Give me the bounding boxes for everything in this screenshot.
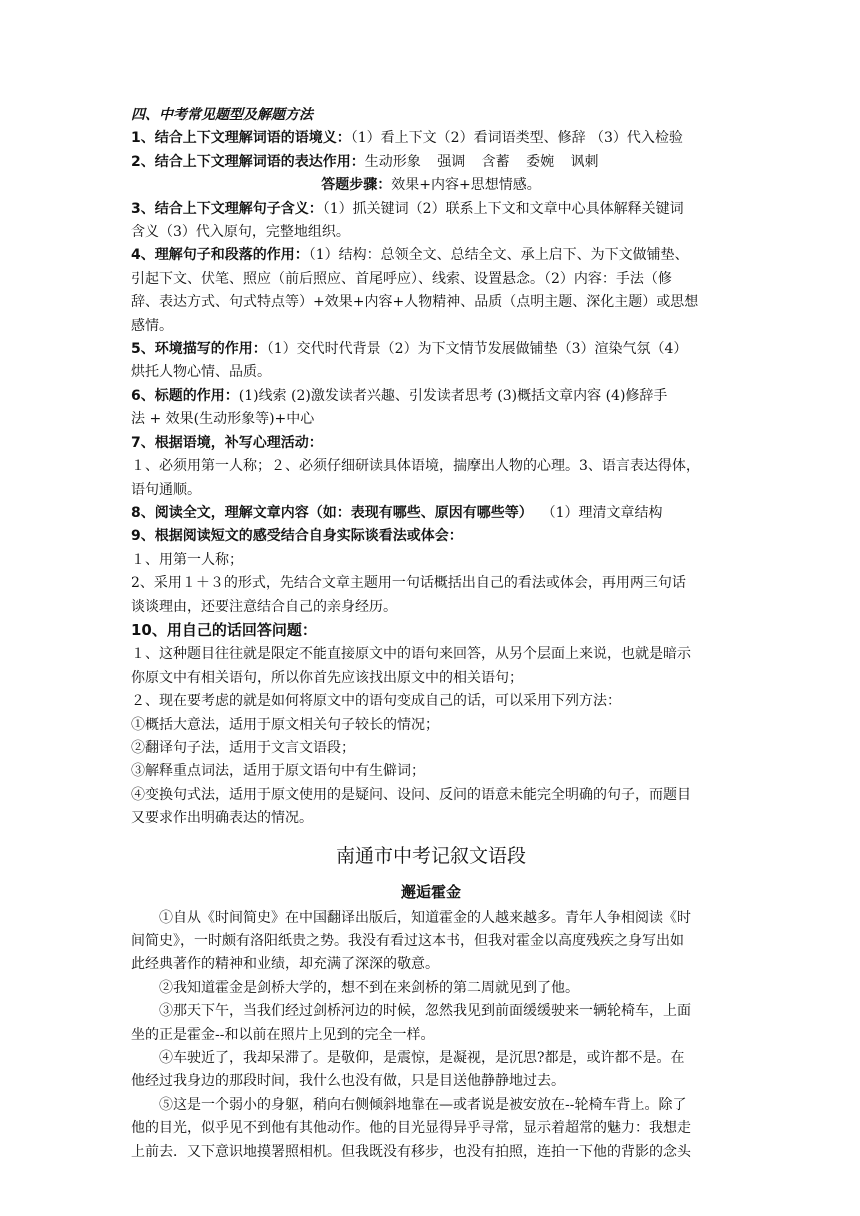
text-line: ③解释重点词法，适用于原文语句中有生僻词； — [131, 763, 425, 780]
text-line: 又要求作出明确表达的情况。 — [131, 810, 313, 827]
paragraph-line: ⑤这是一个弱小的身躯，稍向右侧倾斜地靠在—或者说是被安放在--轮椅车背上。除了 — [159, 1096, 687, 1113]
text-line: １、用第一人称； — [131, 551, 243, 568]
article-heading: 南通市中考记叙文语段 — [335, 844, 526, 867]
question-type-1 — [131, 127, 731, 150]
paragraph-line: 他经过我身边的那段时间，我什么也没有做，只是目送他静静地过去。 — [131, 1073, 565, 1090]
answer-steps-label: 答题步骤： — [321, 177, 392, 194]
question-type-text: （1）看上下文（2）看词语类型、修辞 （3）代入检验 — [350, 130, 683, 147]
paragraph-line: 他的目光，似乎见不到他有其他动作。他的目光显得异乎寻常，显示着超常的魅力：我想走 — [131, 1120, 691, 1137]
text-line: 感情。 — [131, 317, 173, 334]
article-title: 邂逅霍金 — [400, 882, 461, 901]
question-type-heading: 8、阅读全文，理解文章内容（如：表现有哪些、原因有哪些等） — [131, 504, 533, 521]
question-type-heading: 3、结合上下文理解句子含义： — [131, 200, 323, 217]
paragraph-line: ④车驶近了，我却呆滞了。是敬仰，是震惊，是凝视，是沉思?都是，或许都不是。在 — [159, 1050, 685, 1067]
paragraph-line: 此经典著作的精神和业绩，却充满了深深的敬意。 — [131, 956, 439, 973]
document-page — [131, 104, 731, 1164]
text-line: ２、现在要考虑的就是如何将原文中的语句变成自己的话，可以采用下列方法： — [131, 693, 621, 710]
text-line: 2、采用１＋３的形式，先结合文章主题用一句话概括出自己的看法或体会，再用两三句话 — [131, 575, 686, 592]
question-type-heading: 9、根据阅读短文的感受结合自身实际谈看法或体会： — [131, 528, 463, 545]
text-line: 语句通顺。 — [131, 481, 201, 498]
question-type-2 — [131, 151, 731, 174]
text-line: １、必须用第一人称；２、必须仔细研读具体语境，揣摩出人物的心理。3、语言表达得体， — [131, 458, 700, 475]
text-line: 辞、表达方式、句式特点等）+效果+内容+人物精神、品质（点明主题、深化主题）或思想 — [131, 294, 699, 311]
question-type-heading: 2、结合上下文理解词语的表达作用： — [131, 153, 365, 170]
question-type-heading: 5、环境描写的作用： — [131, 341, 267, 358]
text-line: 法 + 效果(生动形象等)+中心 — [131, 411, 315, 428]
question-type-text: （1）抓关键词（2）联系上下文和文章中心具体解释关键词 — [322, 200, 684, 217]
paragraph-line: ②我知道霍金是剑桥大学的，想不到在来剑桥的第二周就见到了他。 — [159, 979, 579, 996]
question-type-text: （1）理清文章结构 — [532, 504, 663, 521]
text-line: 谈谈理由，还要注意结合自己的亲身经历。 — [131, 598, 397, 615]
question-type-4 — [131, 244, 731, 267]
question-type-text: (1)线索 (2)激发读者兴趣、引发读者思考 (3)概括文章内容 (4)修辞手 — [238, 387, 668, 404]
answer-steps — [131, 174, 731, 197]
question-type-10 — [131, 619, 731, 643]
paragraph-line: 上前去．又下意识地摸署照相机。但我既没有移步，也没有拍照，连拍一下他的背影的念头 — [131, 1143, 691, 1160]
text-line: ④变换句式法，适用于原文使用的是疑问、设问、反问的语意未能完全明确的句子，而题目 — [131, 786, 691, 803]
paragraph-line: 间简史》，一时颇有洛阳纸贵之势。我没有看过这本书，但我对霍金以高度残疾之身写出如 — [131, 933, 684, 949]
text-line: 烘托人物心情、品质。 — [131, 364, 271, 381]
section-title: 四、中考常见题型及解题方法 — [131, 107, 313, 123]
paragraph-line: ①自从《时间简史》在中国翻译出版后，知道霍金的人越来越多。青年人争相阅读《时 — [159, 909, 691, 926]
text-line: １、这种题目往往就是限定不能直接原文中的语句来回答，从另个层面上来说，也就是暗示 — [131, 646, 691, 663]
text-line: 引起下文、伏笔、照应（前后照应、首尾呼应）、线索、设置悬念。（2）内容：手法（修 — [131, 270, 672, 287]
paragraph-line: 坐的正是霍金--和以前在照片上见到的完全一样。 — [131, 1026, 435, 1043]
question-type-heading: 1、结合上下文理解词语的语境义： — [131, 130, 351, 147]
text-line: ②翻译句子法，适用于文言文语段； — [131, 739, 355, 756]
question-type-7 — [131, 432, 731, 455]
text-line: ①概括大意法，适用于原文相关句子较长的情况； — [131, 716, 439, 733]
paragraph-line: ③那天下午，当我们经过剑桥河边的时候，忽然我见到前面缓缓驶来一辆轮椅车，上面 — [159, 1003, 691, 1020]
question-type-8 — [131, 502, 731, 525]
question-type-heading: 7、根据语境，补写心理活动： — [131, 434, 323, 451]
answer-steps-text: 效果+内容+思想情感。 — [391, 177, 541, 194]
question-type-5 — [131, 338, 731, 361]
question-type-text: （1）结构：总领全文、总结全文、承上启下、为下文做铺垫、 — [308, 247, 689, 264]
question-type-heading: 6、标题的作用： — [131, 387, 239, 404]
question-type-heading: 4、理解句子和段落的作用： — [131, 247, 309, 264]
question-type-6 — [131, 385, 731, 408]
question-type-text: （1）交代时代背景（2）为下文情节发展做铺垫（3）渲染气氛（4） — [266, 341, 688, 358]
question-type-heading: 10、用自己的话回答问题： — [131, 620, 317, 639]
question-type-3 — [131, 198, 731, 221]
text-line: 含义（3）代入原句，完整地组织。 — [131, 224, 350, 241]
question-type-9 — [131, 525, 731, 548]
question-type-text: 生动形象 强调 含蓄 委婉 讽刺 — [364, 153, 599, 170]
text-line: 你原文中有相关语句，所以你首先应该找出原文中的相关语句； — [131, 669, 523, 686]
